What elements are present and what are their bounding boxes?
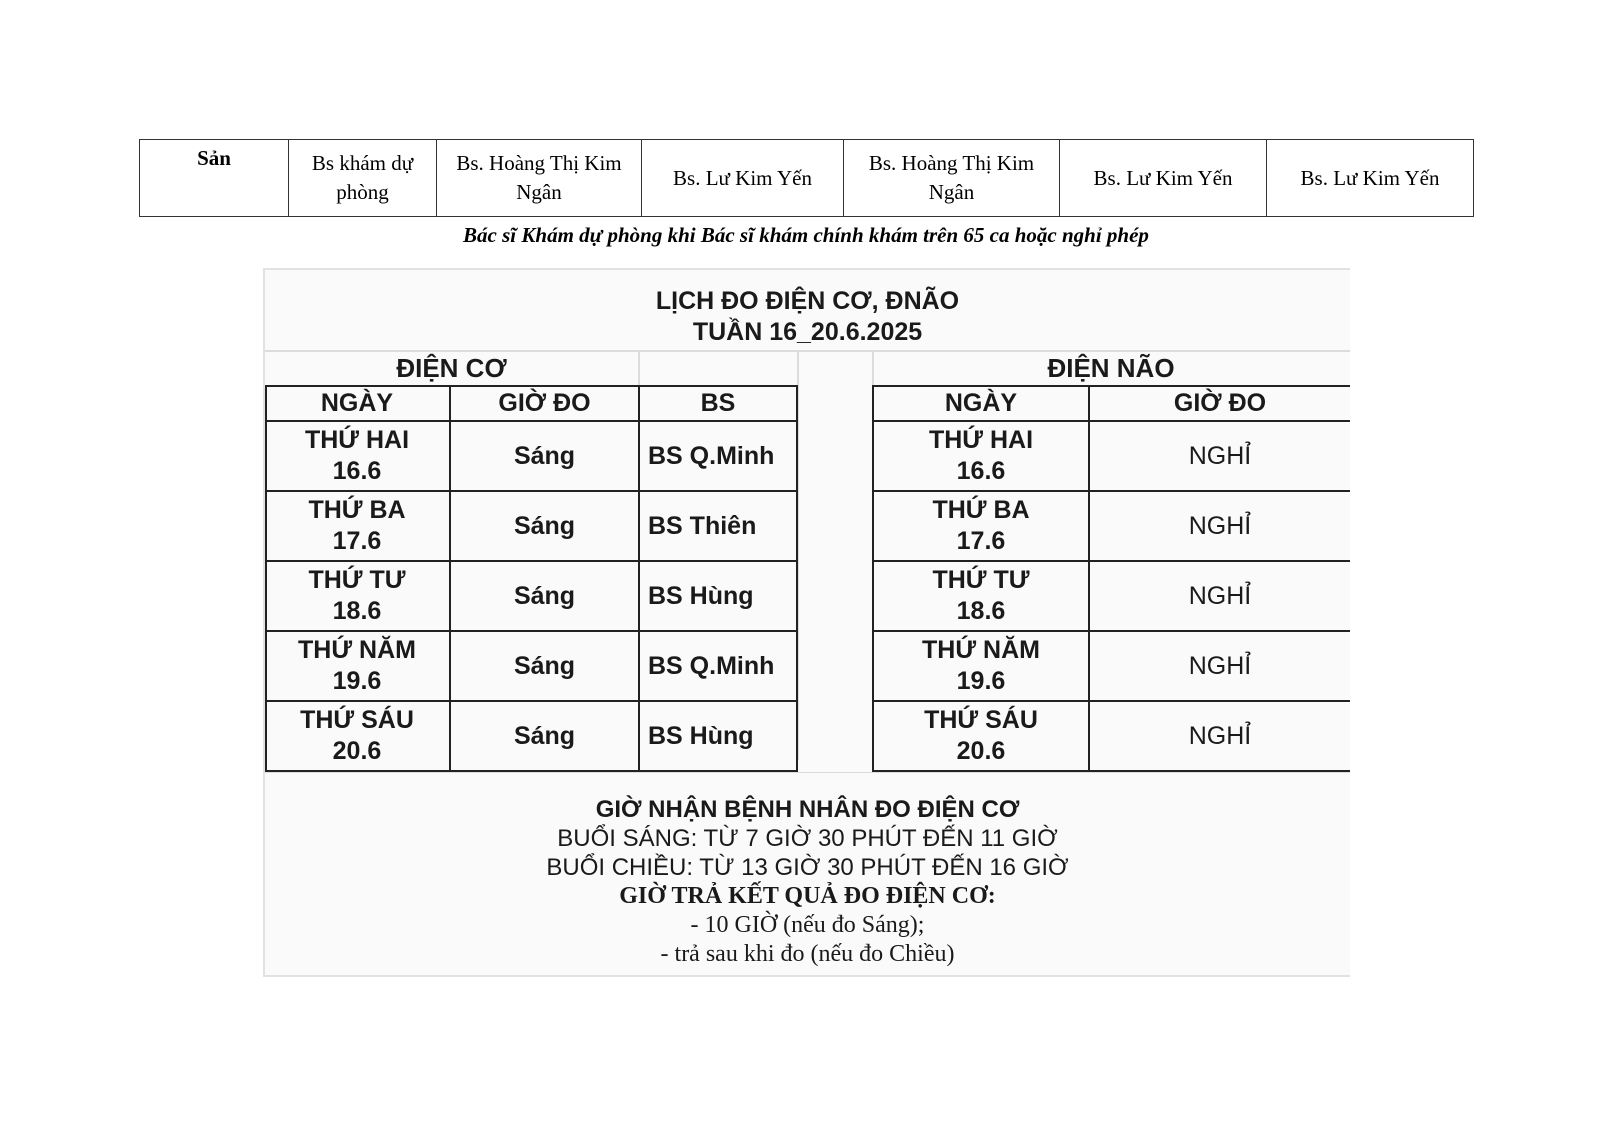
eeg-section-title: ĐIỆN NÃO [1047,352,1175,383]
emg-time-cell: Sáng [513,441,576,470]
day-date: 19.6 [332,667,382,695]
emg-day-cell [265,632,449,700]
table-cell: Bs khám dự phòng [289,140,437,217]
emg-eeg-schedule [263,268,1350,977]
eeg-time-cell: NGHỈ [1188,511,1252,540]
day-date: 17.6 [332,527,382,555]
day-date: 20.6 [956,737,1006,765]
result-afternoon: - trả sau khi đo (nếu đo Chiều) [660,941,955,967]
department-cell: Sản [140,140,289,217]
day-date: 16.6 [956,457,1006,485]
schedule-title-line1: LỊCH ĐO ĐIỆN CƠ, ĐNÃO [655,287,960,315]
morning-hours: BUỔI SÁNG: TỪ 7 GIỜ 30 PHÚT ĐẾN 11 GIỜ [557,825,1058,852]
emg-time-cell: Sáng [513,721,576,750]
emg-day-cell [265,702,449,770]
schedule-footer [265,795,1350,969]
emg-time-cell: Sáng [513,581,576,610]
day-name: THỨ BA [932,496,1030,524]
day-date: 18.6 [332,597,382,625]
emg-doctor-cell: BS Hùng [648,721,754,750]
result-morning: - 10 GIỜ (nếu đo Sáng); [690,912,925,938]
emg-day-cell [265,562,449,630]
day-name: THỨ HAI [304,426,410,454]
result-hours-title: GIỜ TRẢ KẾT QUẢ ĐO ĐIỆN CƠ: [619,883,996,909]
emg-day-cell [265,422,449,490]
table-cell: Bs. Lư Kim Yến [642,140,844,217]
afternoon-hours: BUỔI CHIỀU: TỪ 13 GIỜ 30 PHÚT ĐẾN 16 GIỜ [546,854,1069,881]
eeg-day-cell [874,422,1088,490]
day-name: THỨ TƯ [308,566,406,594]
emg-header-doctor: BS [700,389,736,417]
eeg-time-cell: NGHỈ [1188,651,1252,680]
day-date: 18.6 [956,597,1006,625]
schedule-title [265,286,1350,348]
day-date: 20.6 [332,737,382,765]
emg-doctor-cell: BS Q.Minh [648,441,775,470]
emg-doctor-cell: BS Thiên [648,511,757,540]
eeg-day-cell [874,632,1088,700]
day-name: THỨ HAI [928,426,1034,454]
day-name: THỨ SÁU [924,706,1038,734]
emg-doctor-cell: BS Q.Minh [648,651,775,680]
divider [265,772,1350,773]
day-name: THỨ NĂM [922,636,1040,664]
table-cell: Bs. Hoàng Thị Kim Ngân [844,140,1060,217]
day-date: 17.6 [956,527,1006,555]
table-row [140,140,1474,217]
emg-time-cell: Sáng [513,511,576,540]
emg-header-day: NGÀY [320,389,394,417]
emg-doctor-cell: BS Hùng [648,581,754,610]
backup-doctor-note: Bác sĩ Khám dự phòng khi Bác sĩ khám chính khám trên 65 ca hoặc nghỉ phép [463,223,1149,247]
table-cell: Bs. Lư Kim Yến [1060,140,1267,217]
emg-time-cell: Sáng [513,651,576,680]
eeg-time-cell: NGHỈ [1188,441,1252,470]
eeg-time-cell: NGHỈ [1188,721,1252,750]
emg-day-cell [265,492,449,560]
eeg-time-cell: NGHỈ [1188,581,1252,610]
table-cell: Bs. Lư Kim Yến [1267,140,1474,217]
eeg-day-cell [874,562,1088,630]
emg-header-time: GIỜ ĐO [498,389,591,417]
schedule-title-line2: TUẦN 16_20.6.2025 [692,318,923,346]
day-name: THỨ TƯ [932,566,1030,594]
grid-line [796,385,798,772]
day-date: 16.6 [332,457,382,485]
eeg-header-time: GIỜ ĐO [1173,389,1267,417]
eeg-day-cell [874,702,1088,770]
eeg-header-day: NGÀY [944,389,1018,417]
day-date: 19.6 [956,667,1006,695]
day-name: THỨ NĂM [298,636,416,664]
doctor-roster-table [139,139,1474,217]
reception-hours-title: GIỜ NHẬN BỆNH NHÂN ĐO ĐIỆN CƠ [595,796,1020,823]
emg-section-title: ĐIỆN CƠ [396,352,507,383]
day-name: THỨ SÁU [300,706,414,734]
day-name: THỨ BA [308,496,406,524]
table-cell: Bs. Hoàng Thị Kim Ngân [437,140,642,217]
eeg-day-cell [874,492,1088,560]
